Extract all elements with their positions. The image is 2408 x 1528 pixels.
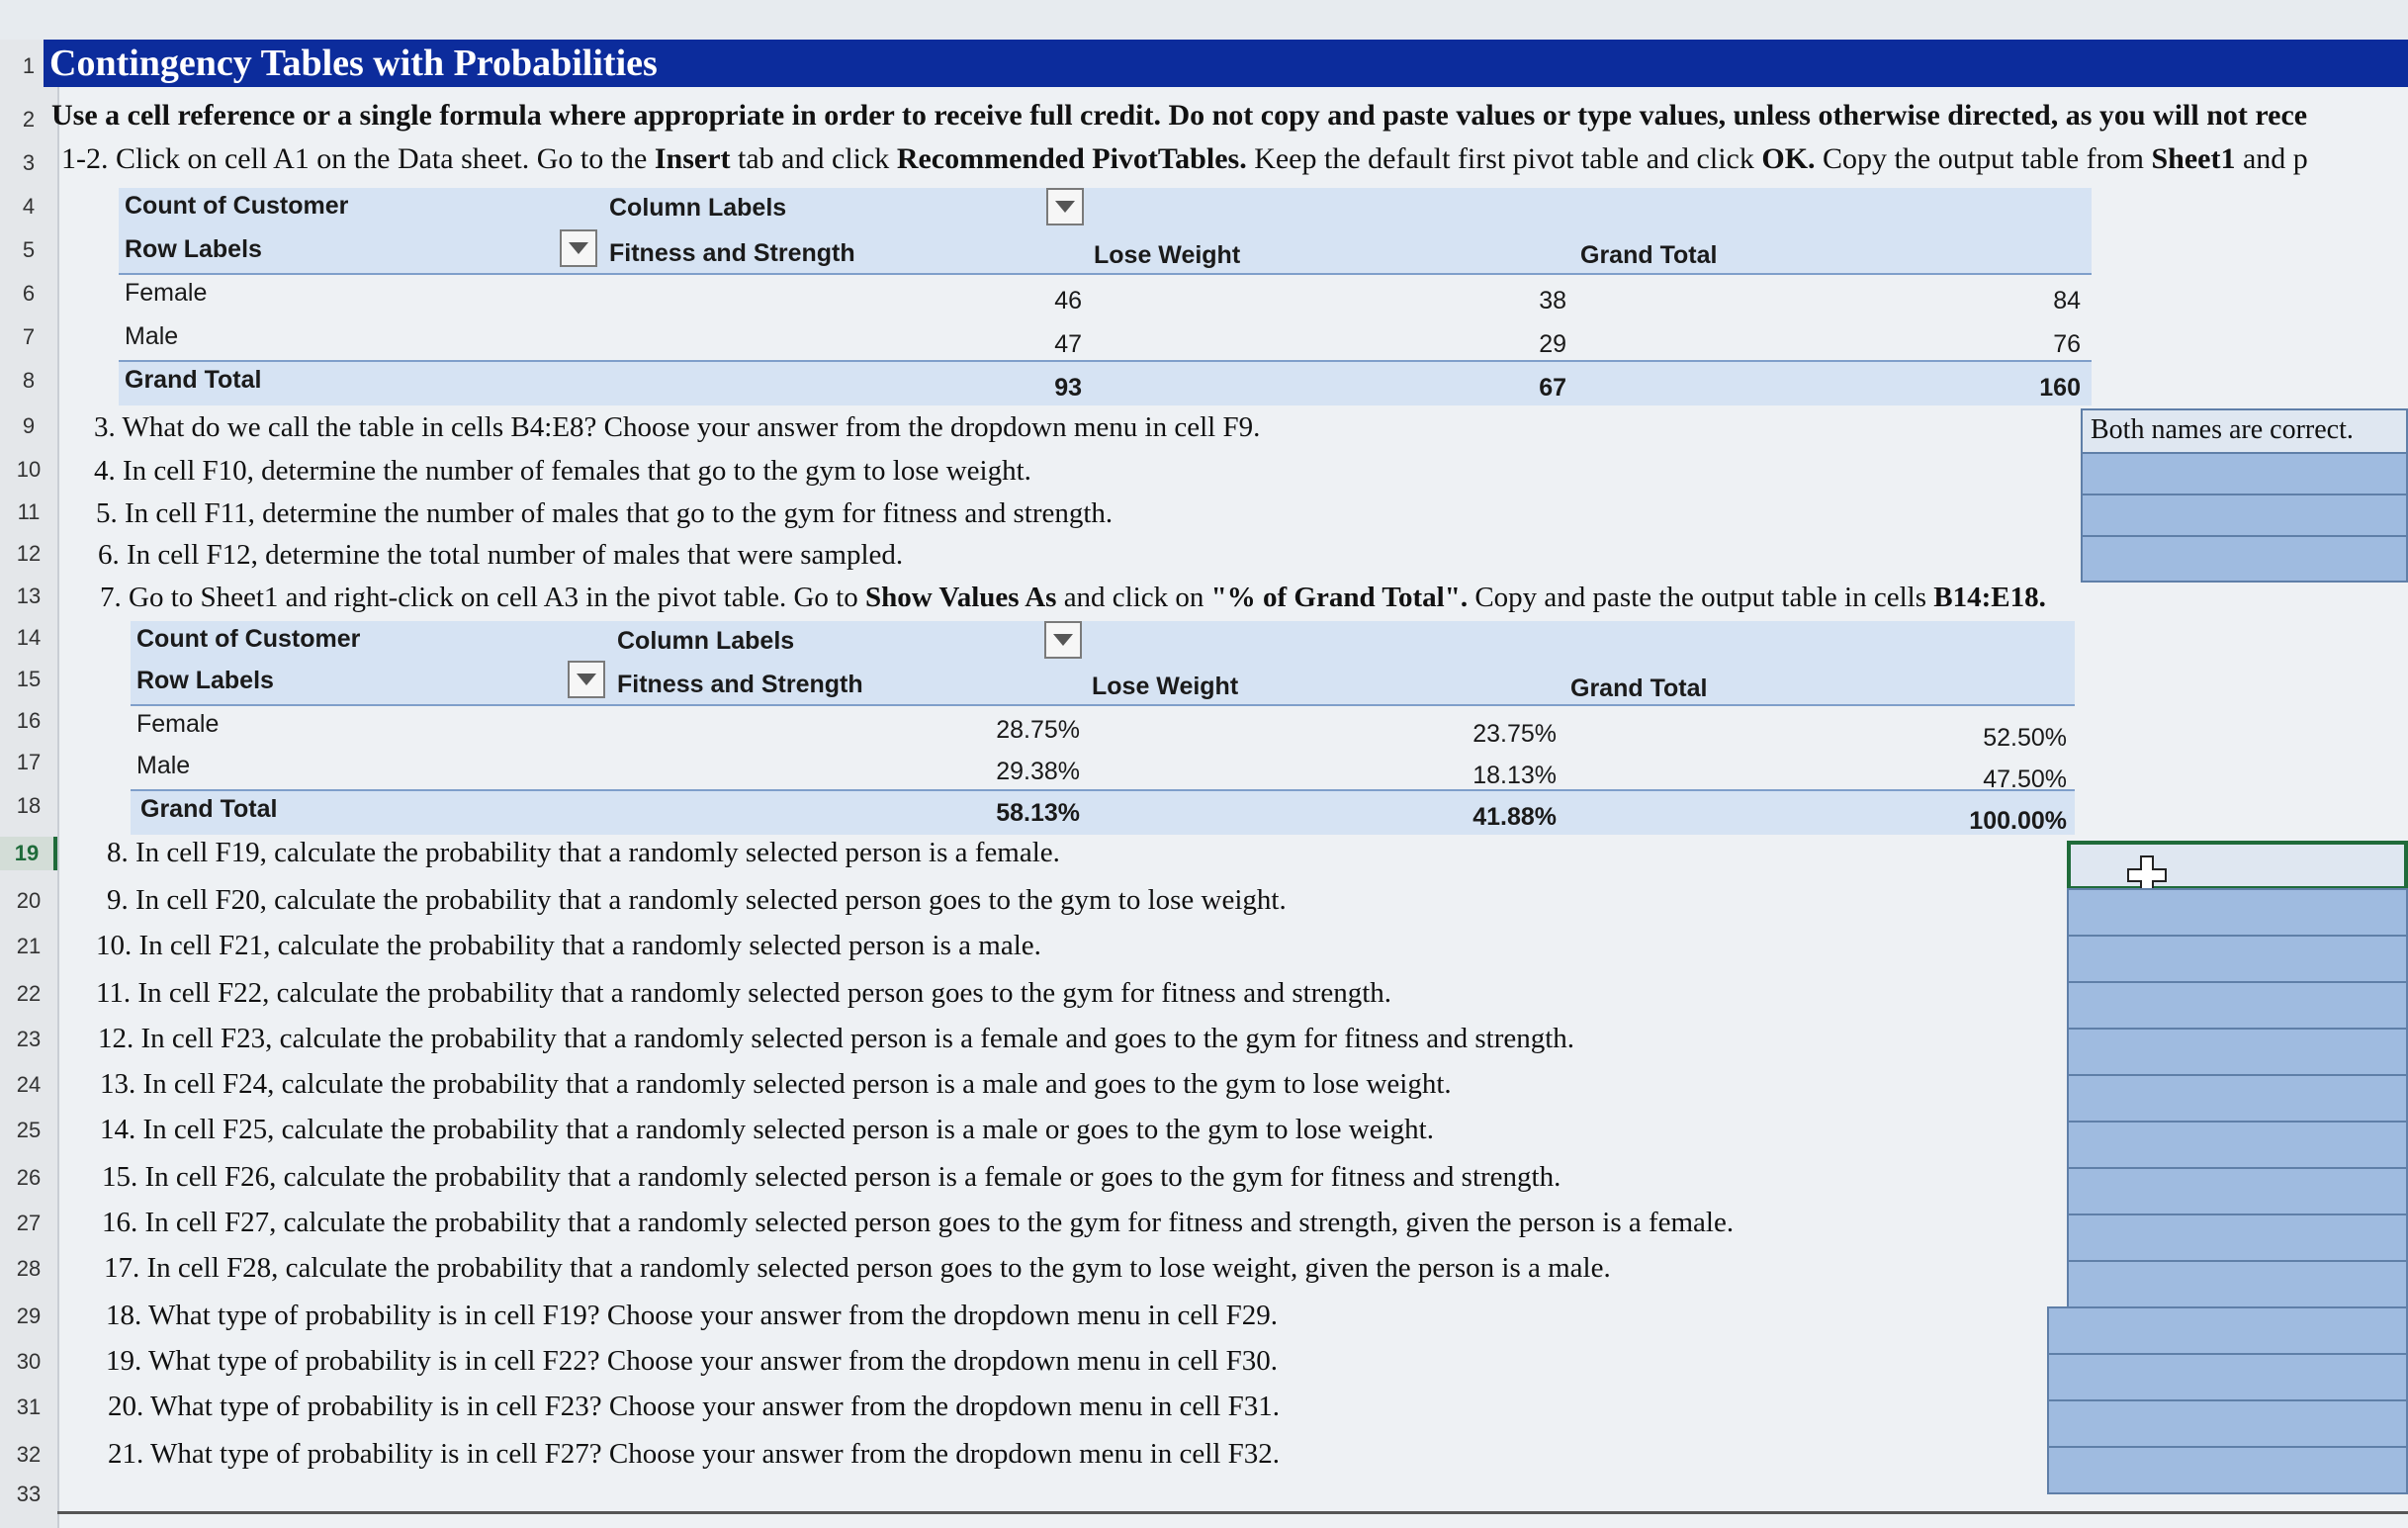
question-5[interactable]: 5. In cell F11, determine the number of males that go to the gym for fitness and strength. — [96, 497, 1114, 529]
row-header[interactable]: 26 — [16, 1165, 42, 1190]
pivot2-total-value[interactable]: 100.00% — [1969, 807, 2067, 835]
row3-text-i: and p — [2235, 142, 2308, 175]
q7-grand-total-option: "% of Grand Total". — [1210, 582, 1469, 613]
pivot2-grand-total-label[interactable]: Grand Total — [140, 795, 278, 823]
question-6[interactable]: 6. In cell F12, determine the total number of males that were sampled. — [98, 539, 904, 571]
pivot1-column-labels[interactable]: Column Labels — [609, 194, 787, 222]
pivot1-value[interactable]: 84 — [2053, 287, 2081, 315]
row-header[interactable]: 7 — [22, 324, 36, 349]
question-16[interactable]: 16. In cell F27, calculate the probability that a randomly selected person goes to the gym for fitness and strength, given the person is a female. — [102, 1207, 1735, 1238]
question-9[interactable]: 9. In cell F20, calculate the probability that a randomly selected person goes to the gym to lose weight. — [107, 884, 1287, 916]
q7-text-c: and click on — [1056, 582, 1211, 613]
row-header[interactable]: 19 — [0, 837, 57, 870]
pivot1-value[interactable]: 38 — [1539, 287, 1566, 315]
pivot2-value[interactable]: 47.50% — [1983, 765, 2067, 793]
toolbar-strip — [0, 0, 2408, 41]
pivot1-col-header-lose-weight[interactable]: Lose Weight — [1094, 241, 1241, 269]
q7-show-values-as: Show Values As — [865, 582, 1057, 613]
question-10[interactable]: 10. In cell F21, calculate the probability that a randomly selected person is a male. — [96, 930, 1041, 961]
pivot2-value[interactable]: 23.75% — [1472, 720, 1557, 748]
row-header[interactable]: 25 — [16, 1118, 42, 1142]
answer-cell-f31[interactable] — [2047, 1399, 2408, 1448]
row-header[interactable]: 17 — [16, 750, 42, 774]
pivot1-value[interactable]: 76 — [2053, 330, 2081, 358]
answer-cell-f12[interactable] — [2081, 535, 2408, 583]
row-header[interactable]: 10 — [16, 457, 42, 482]
q7-range: B14:E18. — [1933, 582, 2046, 613]
pivot1-row-label-female[interactable]: Female — [125, 279, 208, 307]
chevron-down-icon — [1052, 633, 1074, 647]
pivot2-col-header-lose-weight[interactable]: Lose Weight — [1092, 673, 1239, 700]
row-header[interactable]: 16 — [16, 708, 42, 733]
pivot1-column-filter-button[interactable] — [1046, 188, 1084, 225]
pivot2-col-header-grand-total[interactable]: Grand Total — [1570, 674, 1708, 702]
answer-cell-f20[interactable] — [2067, 888, 2408, 937]
row3-sheet1: Sheet1 — [2151, 142, 2236, 175]
row-header[interactable]: 22 — [16, 981, 42, 1006]
question-13[interactable]: 13. In cell F24, calculate the probability that a randomly selected person is a male and goes to the gym to lose weight. — [100, 1068, 1452, 1100]
sheet-title[interactable]: Contingency Tables with Probabilities — [44, 40, 2408, 87]
question-4[interactable]: 4. In cell F10, determine the number of females that go to the gym to lose weight. — [94, 455, 1031, 487]
pivot2-total-value[interactable]: 58.13% — [996, 799, 1080, 827]
pivot2-value[interactable]: 28.75% — [996, 716, 1080, 744]
pivot2-column-filter-button[interactable] — [1044, 621, 1082, 659]
answer-cell-f27[interactable] — [2067, 1213, 2408, 1262]
row-header[interactable]: 15 — [16, 667, 42, 691]
answer-cell-f10[interactable] — [2081, 452, 2408, 495]
row-header[interactable]: 32 — [16, 1442, 42, 1467]
pivot1-col-header-grand-total[interactable]: Grand Total — [1580, 241, 1718, 269]
pivot1-value[interactable]: 46 — [1054, 287, 1082, 315]
pivot2-value[interactable]: 52.50% — [1983, 724, 2067, 752]
row-header[interactable]: 3 — [22, 150, 36, 175]
row-header[interactable]: 29 — [16, 1303, 42, 1328]
row-header[interactable]: 20 — [16, 888, 42, 913]
instructions-row-2[interactable]: Use a cell reference or a single formula where appropriate in order to receive full credit. Do not copy and paste values or type values, unless otherwise directed, as you will not rece — [51, 99, 2308, 132]
chevron-down-icon — [1054, 200, 1076, 214]
pivot1-total-value[interactable]: 93 — [1054, 374, 1082, 402]
pivot1-value[interactable]: 47 — [1054, 330, 1082, 358]
row3-ok: OK. — [1761, 142, 1816, 175]
question-20[interactable]: 20. What type of probability is in cell F23? Choose your answer from the dropdown menu in cell F31. — [108, 1391, 1281, 1422]
answer-cell-f24[interactable] — [2067, 1074, 2408, 1123]
answer-cell-f11[interactable] — [2081, 494, 2408, 537]
instructions-row-3[interactable] — [61, 142, 2308, 176]
pivot2-row-filter-button[interactable] — [568, 661, 605, 698]
row-header[interactable]: 4 — [22, 194, 36, 219]
row-header[interactable]: 28 — [16, 1256, 42, 1281]
row-header[interactable]: 9 — [22, 413, 36, 438]
pivot2-row-label-male[interactable]: Male — [136, 752, 191, 779]
row-header[interactable]: 23 — [16, 1027, 42, 1051]
pivot2-column-labels[interactable]: Column Labels — [617, 627, 795, 655]
sheet-bottom-border — [57, 1511, 2408, 1514]
row-header[interactable]: 13 — [16, 584, 42, 608]
q7-text-a: 7. Go to Sheet1 and right-click on cell A3 in the pivot table. Go to — [100, 582, 865, 613]
row-header[interactable]: 30 — [16, 1349, 42, 1374]
answer-cell-f25[interactable] — [2067, 1121, 2408, 1169]
row3-text-c: tab and click — [730, 142, 897, 175]
question-15[interactable]: 15. In cell F26, calculate the probability that a randomly selected person is a female or goes to the gym for fitness and strength. — [102, 1161, 1561, 1193]
question-21[interactable]: 21. What type of probability is in cell F27? Choose your answer from the dropdown menu in cell F32. — [108, 1438, 1281, 1470]
row-header[interactable]: 14 — [16, 625, 42, 650]
row-header[interactable]: 1 — [22, 53, 36, 78]
question-14[interactable]: 14. In cell F25, calculate the probability that a randomly selected person is a male or goes to the gym to lose weight. — [100, 1114, 1434, 1145]
pivot2-value[interactable]: 18.13% — [1472, 762, 1557, 789]
row-header[interactable]: 21 — [16, 934, 42, 958]
question-11[interactable]: 11. In cell F22, calculate the probability that a randomly selected person goes to the gym for fitness and strength. — [96, 977, 1392, 1009]
answer-cell-f9[interactable]: Both names are correct. — [2081, 408, 2408, 454]
row3-text-g: Copy the output table from — [1815, 142, 2152, 175]
row-header[interactable]: 6 — [22, 281, 36, 306]
question-17[interactable]: 17. In cell F28, calculate the probability that a randomly selected person goes to the gym to lose weight, given the person is a male. — [104, 1252, 1611, 1284]
pivot1-total-value[interactable]: 160 — [2039, 374, 2081, 402]
question-18[interactable]: 18. What type of probability is in cell F19? Choose your answer from the dropdown menu in cell F29. — [106, 1300, 1279, 1331]
pivot1-value[interactable]: 29 — [1539, 330, 1566, 358]
row3-recommended: Recommended PivotTables. — [896, 142, 1247, 175]
pivot1-total-value[interactable]: 67 — [1539, 374, 1566, 402]
pivot2-value[interactable]: 29.38% — [996, 758, 1080, 785]
answer-cell-f30[interactable] — [2047, 1353, 2408, 1401]
question-7[interactable] — [100, 582, 2046, 614]
row-header[interactable]: 11 — [17, 499, 41, 524]
row-header[interactable]: 27 — [16, 1211, 42, 1235]
row-header[interactable]: 33 — [16, 1482, 42, 1506]
pivot2-total-value[interactable]: 41.88% — [1472, 803, 1557, 831]
answer-cell-f21[interactable] — [2067, 935, 2408, 983]
pivot1-grand-total-label[interactable]: Grand Total — [125, 366, 262, 394]
pivot1-row-label-male[interactable]: Male — [125, 322, 179, 350]
row-header[interactable]: 18 — [16, 793, 42, 818]
active-cell-f19[interactable] — [2067, 841, 2408, 890]
question-3[interactable]: 3. What do we call the table in cells B4:E8? Choose your answer from the dropdown menu in cell F9. — [94, 411, 1261, 443]
pivot1-corner[interactable]: Count of Customer — [125, 192, 349, 220]
row3-insert: Insert — [654, 142, 731, 175]
answer-cell-f28[interactable] — [2067, 1260, 2408, 1308]
pivot2-corner[interactable]: Count of Customer — [136, 625, 361, 653]
answer-cell-f26[interactable] — [2067, 1167, 2408, 1215]
pivot2-col-header-fitness[interactable]: Fitness and Strength — [617, 671, 863, 698]
row-header[interactable]: 5 — [22, 237, 36, 262]
row-header[interactable]: 8 — [22, 368, 36, 393]
row-header[interactable]: 2 — [22, 107, 36, 132]
row3-text-a: 1-2. Click on cell A1 on the Data sheet. Go to the — [61, 142, 655, 175]
question-19[interactable]: 19. What type of probability is in cell F22? Choose your answer from the dropdown menu in cell F30. — [106, 1345, 1279, 1377]
answer-cell-f29[interactable] — [2047, 1306, 2408, 1355]
answer-cell-f32[interactable] — [2047, 1446, 2408, 1494]
pivot2-row-label-female[interactable]: Female — [136, 710, 220, 738]
pivot1-col-header-fitness[interactable]: Fitness and Strength — [609, 239, 855, 267]
question-12[interactable]: 12. In cell F23, calculate the probability that a randomly selected person is a female and goes to the gym for fitness and strength. — [98, 1023, 1575, 1054]
row-header[interactable]: 31 — [16, 1394, 42, 1419]
chevron-down-icon — [576, 673, 597, 686]
pivot1-row-labels[interactable]: Row Labels — [125, 235, 262, 263]
answer-cell-f22[interactable] — [2067, 981, 2408, 1030]
q7-text-e: Copy and paste the output table in cells — [1468, 582, 1934, 613]
row-header[interactable]: 24 — [16, 1072, 42, 1097]
chevron-down-icon — [568, 241, 589, 255]
pivot1-row-filter-button[interactable] — [560, 229, 597, 267]
question-8[interactable]: 8. In cell F19, calculate the probability that a randomly selected person is a female. — [107, 837, 1060, 868]
answer-cell-f23[interactable] — [2067, 1028, 2408, 1076]
row-header[interactable]: 12 — [16, 541, 42, 566]
pivot2-row-labels[interactable]: Row Labels — [136, 667, 274, 694]
row3-text-e: Keep the default first pivot table and click — [1246, 142, 1762, 175]
